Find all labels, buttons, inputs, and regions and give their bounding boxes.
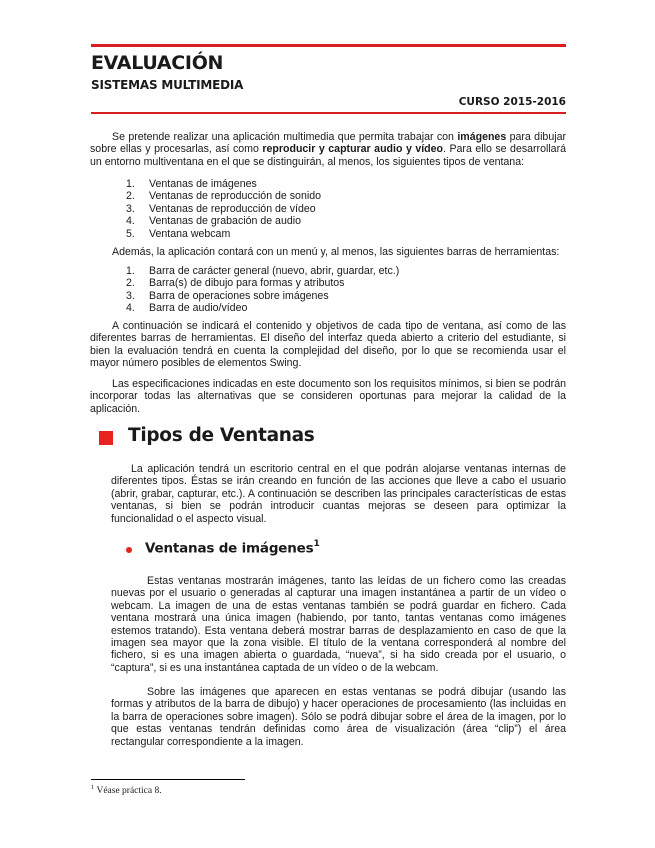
intro-text: Se pretende realizar una aplicación multimedia que permita trabajar con — [112, 131, 458, 143]
list-text: Barra de operaciones sobre imágenes — [149, 289, 329, 302]
intro-bold-audio-video: reproducir y capturar audio y vídeo — [262, 143, 444, 156]
section-paragraph-1 — [111, 463, 566, 525]
toolbars-list — [126, 265, 399, 315]
subsection-text: , si ha sido creada por el usuario, o — [381, 649, 567, 662]
footnote — [91, 784, 162, 796]
intro-text: A continuación se indicará el contenido y objetivos de cada tipo de ventana, así como de las diferentes barras de herramientas. El diseño del interfaz queda abierto a criterio del estudiante, si bien la evaluación tendrá en cuenta la complejidad del diseño, por lo que se recomienda usar el mayor número posibles de elementos Swing. — [90, 320, 566, 370]
intro-text: Además, la aplicación contará con un menú y, al menos, las siguientes barras de herramientas: — [112, 246, 560, 258]
list-text: Ventanas de reproducción de vídeo — [149, 202, 316, 215]
intro-paragraph-4 — [90, 378, 566, 415]
list-text: Barra de audio/vídeo — [149, 302, 248, 315]
window-types-list — [126, 178, 321, 240]
list-item — [126, 265, 399, 277]
intro-text: . Para ello se desarrollará un entorno multiventana en el que se distinguirán, al menos, los siguientes tipos de ventana: — [90, 143, 566, 168]
list-number: 1. — [126, 265, 135, 277]
list-item — [126, 228, 321, 240]
footnote-separator — [91, 779, 245, 780]
list-text: Ventanas de reproducción de sonido — [149, 190, 321, 203]
quoted-term-nueva: “nueva” — [345, 649, 382, 662]
intro-paragraph-1 — [90, 131, 566, 168]
intro-text: Las especificaciones indicadas en este documento son los requisitos mínimos, si bien se podrán incorporar todas las alternativas que se consideren oportunas para mejorar la calidad de la aplicación. — [90, 378, 566, 415]
subsection-heading-text — [145, 540, 320, 557]
list-item — [126, 215, 321, 227]
document-title: EVALUACIÓN — [91, 52, 224, 74]
list-number: 3. — [126, 202, 135, 215]
list-item — [126, 302, 399, 314]
list-number: 3. — [126, 289, 135, 302]
section-heading-text: Tipos de Ventanas — [128, 425, 315, 446]
section-text: La aplicación tendrá un escritorio central en el que podrán alojarse ventanas internas de diferentes tipos. Éstas se irán creando en función de las acciones que lleve a cabo el usuario (abrir, grabar, capturar, etc.). A continuación se describen las principales características de estas ventanas, si bien se podrán introducir cuantas mejoras se deseen para optimizar la funcionalidad o el aspecto visual. — [111, 463, 566, 525]
list-text: Ventana webcam — [149, 227, 231, 240]
red-dot-bullet-icon — [126, 547, 132, 553]
red-square-bullet-icon — [99, 431, 113, 445]
subsection-text: Sobre las imágenes que aparecen en estas ventanas se podrá dibujar (usando las formas y atributos de la barra de dibujo) y hacer operaciones de procesamiento (las incluidas en la barra de operaciones sobre imagen). Sólo se podrá dibujar sobre el área de la imagen, por lo que estas ventanas tendrán definidas como área de visualización (área “clip”) el área rectangular correspondiente a la imagen. — [111, 686, 566, 748]
footnote-text: Véase práctica 8. — [94, 786, 162, 797]
list-item — [126, 290, 399, 302]
quoted-term-captura: “captura” — [111, 661, 154, 674]
list-number: 5. — [126, 227, 135, 240]
footnote-reference[interactable]: 1 — [313, 539, 320, 549]
footnote-mark: 1 — [91, 784, 95, 791]
course-label: CURSO 2015-2016 — [458, 96, 566, 108]
list-item — [126, 190, 321, 202]
intro-paragraph-3 — [90, 320, 566, 370]
intro-text: para dibujar sobre ellas y procesarlas, así como — [90, 131, 566, 156]
subsection-title: Ventanas de imágenes — [145, 540, 314, 557]
list-text: Barra de carácter general (nuevo, abrir, guardar, etc.) — [149, 265, 400, 277]
list-number: 2. — [126, 190, 135, 203]
header-top-rule — [91, 44, 566, 47]
list-item — [126, 178, 321, 190]
subsection-paragraph-2 — [111, 686, 566, 748]
list-number: 4. — [126, 302, 135, 315]
header-bottom-rule — [91, 112, 566, 114]
list-number: 4. — [126, 215, 135, 228]
subsection-paragraph-1 — [111, 575, 566, 674]
intro-bold-images: imágenes — [457, 131, 507, 143]
list-item — [126, 203, 321, 215]
intro-paragraph-2 — [90, 246, 566, 258]
list-text: Ventanas de imágenes — [149, 178, 257, 190]
list-text: Ventanas de grabación de audio — [149, 215, 301, 228]
subsection-text: , si es una instantánea captada de un vídeo o de la webcam. — [153, 661, 439, 674]
list-text: Barra(s) de dibujo para formas y atributos — [149, 277, 345, 290]
list-number: 1. — [126, 178, 135, 190]
subsection-text: Estas ventanas mostrarán imágenes, tanto las leídas de un fichero como las creadas nuevas por el usuario o generadas al capturar una imagen instantánea a partir de un vídeo o webcam. La imagen de una de estas ventanas también se podrá guardar en fichero. Cada ventana mostrará una única imagen (habiendo, por tanto, tantas ventanas como imágenes estemos tratando). Esta ventana deberá mostrar barras de desplazamiento en caso de que la imagen sea mayor que la zona visible. El título de la ventana corresponderá al nombre del fichero, si es una imagen abierta o guardada, — [111, 575, 566, 662]
list-number: 2. — [126, 277, 135, 290]
list-item — [126, 277, 399, 289]
document-subtitle: SISTEMAS MULTIMEDIA — [91, 78, 244, 92]
